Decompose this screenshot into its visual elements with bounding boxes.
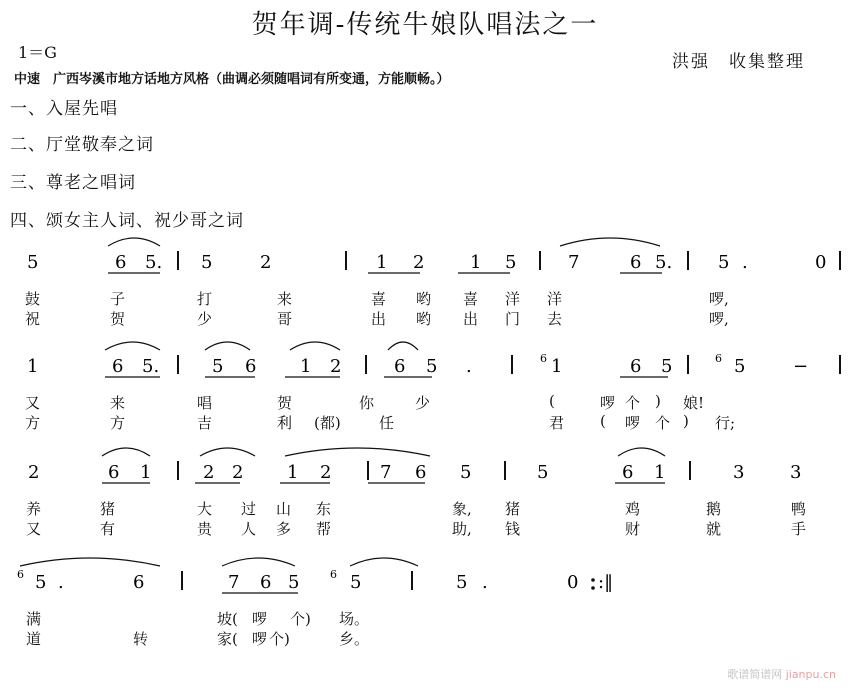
lyric-line2: 贺	[110, 310, 126, 328]
note: 5.	[655, 252, 673, 273]
lyric-line1: 过	[241, 500, 257, 518]
note: 1	[551, 356, 563, 377]
note: 1	[140, 462, 152, 483]
slur	[388, 342, 418, 350]
note: .	[466, 356, 472, 377]
lyric-line2: 转	[133, 630, 149, 648]
lyric-line1: 打	[197, 290, 213, 308]
lyric-line2: 利	[277, 414, 293, 432]
note: −	[793, 356, 809, 377]
note: 5	[288, 572, 300, 593]
lyric-line1: 养	[26, 500, 42, 518]
note: 2	[413, 252, 425, 273]
page-title: 贺年调-传统牛娘队唱法之一	[251, 10, 599, 40]
lyric-line2: 哟	[416, 310, 432, 328]
lyric-line1: 啰,	[709, 290, 729, 308]
note: 6	[245, 356, 257, 377]
note: 6	[115, 252, 127, 273]
lyric-line2: 祝	[25, 310, 41, 328]
note: 6	[394, 356, 406, 377]
lyric-line1: 东	[316, 500, 332, 518]
section-heading-2: 二、厅堂敬奉之词	[10, 135, 154, 155]
lyric-line1: 娘!	[683, 394, 705, 412]
tempo-note: 中速 广西岑溪市地方话地方风格（曲调必须随唱词有所变通，方能顺畅。）	[14, 72, 450, 87]
repeat-dot	[591, 578, 595, 582]
slur	[108, 238, 160, 246]
lyric-line1: 坡(	[217, 610, 238, 628]
lyric-line1: 洋	[505, 290, 521, 308]
note: 5.	[145, 252, 163, 273]
note: .	[58, 572, 64, 593]
note: 6	[260, 572, 272, 593]
lyric-line2: (都)	[314, 414, 341, 432]
note: 6	[630, 356, 642, 377]
lyric-line2: 有	[100, 520, 116, 538]
lyric-line2: 钱	[505, 520, 521, 538]
slur	[105, 342, 160, 350]
section-heading-1: 一、入屋先唱	[10, 99, 118, 119]
lyric-line2: (	[600, 412, 606, 430]
lyric-line2: 助,	[452, 520, 472, 538]
note: 5	[27, 252, 39, 273]
slur	[350, 558, 418, 566]
lyric-line2: 财	[625, 520, 641, 538]
note: 5	[505, 252, 517, 273]
lyric-line1: 山	[276, 500, 292, 518]
note: :‖	[598, 572, 614, 593]
slur	[285, 448, 430, 456]
lyric-line1: 哟	[416, 290, 432, 308]
note: 7	[568, 252, 580, 273]
lyric-line1: 又	[25, 394, 41, 412]
note: 1	[470, 252, 482, 273]
lyric-line1: 少	[415, 394, 431, 412]
slur	[20, 558, 160, 566]
lyric-line2: 手	[791, 520, 807, 538]
lyric-line2: 方	[110, 414, 126, 432]
lyric-line1: 象,	[452, 500, 472, 518]
lyric-line1: 啰	[252, 610, 268, 628]
note: 1	[376, 252, 388, 273]
note: 3	[790, 462, 802, 483]
lyric-line1: 鹅	[706, 500, 722, 518]
lyric-line1: 鸭	[791, 500, 807, 518]
lyric-line2: 方	[25, 414, 41, 432]
lyric-line2: )	[683, 412, 689, 430]
note: 5	[460, 462, 472, 483]
note: 1	[654, 462, 666, 483]
note: 6	[133, 572, 145, 593]
note: 2	[330, 356, 342, 377]
lyric-line1: 个)	[290, 610, 311, 628]
note: 1	[287, 462, 299, 483]
note: 5	[718, 252, 730, 273]
watermark-url: jianpu.cn	[785, 668, 836, 681]
note: 2	[260, 252, 272, 273]
lyric-line1: 场。	[339, 610, 370, 628]
slur	[560, 238, 660, 246]
lyric-line2: 啰	[625, 414, 641, 432]
lyric-line2: 去	[547, 310, 563, 328]
lyric-line2: 贵	[197, 520, 213, 538]
lyric-line1: 来	[277, 290, 293, 308]
grace-note: 6	[715, 352, 722, 365]
lyric-line2: 道	[26, 630, 42, 648]
note: 7	[228, 572, 240, 593]
arranger-credit: 洪强 收集整理	[672, 52, 805, 72]
lyric-line1: 鼓	[25, 290, 41, 308]
lyric-line2: 出	[371, 310, 387, 328]
section-heading-3: 三、尊老之唱词	[10, 173, 136, 193]
lyric-line1: 喜	[371, 290, 387, 308]
note: 3	[733, 462, 745, 483]
slur	[290, 342, 340, 350]
lyric-line1: 你	[359, 394, 375, 412]
lyric-line2: 少	[197, 310, 213, 328]
note: 1	[27, 356, 39, 377]
lyric-line1: 猪	[505, 500, 521, 518]
slur	[200, 448, 255, 456]
grace-note: 6	[540, 352, 547, 365]
watermark	[727, 666, 836, 682]
repeat-dot	[591, 586, 595, 590]
note: 2	[203, 462, 215, 483]
lyric-line2: 帮	[316, 520, 332, 538]
note: 5	[661, 356, 673, 377]
note: 6	[630, 252, 642, 273]
lyric-line2: 家(	[217, 630, 238, 648]
lyric-line1: (	[549, 392, 555, 410]
note: 0	[815, 252, 827, 273]
lyric-line1: 来	[110, 394, 126, 412]
note: 5	[350, 572, 362, 593]
lyric-line1: 啰	[600, 394, 616, 412]
note: 2	[232, 462, 244, 483]
note: 1	[300, 356, 312, 377]
lyric-line2: 啰,	[709, 310, 729, 328]
note: 5	[456, 572, 468, 593]
slur	[618, 448, 665, 456]
note: 5	[734, 356, 746, 377]
lyric-line2: 就	[706, 520, 722, 538]
note: 7	[380, 462, 392, 483]
lyric-line1: )	[655, 392, 661, 410]
note: 6	[622, 462, 634, 483]
lyric-line1: 洋	[547, 290, 563, 308]
lyric-line2: 个)	[269, 630, 290, 648]
lyric-line2: 人	[241, 520, 257, 538]
lyric-line1: 贺	[277, 394, 293, 412]
note: 5	[537, 462, 549, 483]
note: 6	[108, 462, 120, 483]
slur	[205, 342, 250, 350]
lyric-line1: 唱	[197, 394, 213, 412]
lyric-line2: 个	[655, 414, 671, 432]
grace-note: 6	[330, 568, 337, 581]
lyric-line2: 出	[463, 310, 479, 328]
note: 5	[426, 356, 438, 377]
lyric-line2: 又	[26, 520, 42, 538]
lyric-line2: 任	[379, 414, 395, 432]
lyric-line2: 哥	[277, 310, 293, 328]
slur	[102, 448, 150, 456]
note: 5.	[142, 356, 160, 377]
lyric-line1: 大	[197, 500, 213, 518]
lyric-line1: 个	[625, 394, 641, 412]
lyric-line1: 猪	[100, 500, 116, 518]
note: 5	[35, 572, 47, 593]
grace-note: 6	[17, 568, 24, 581]
lyric-line1: 鸡	[625, 500, 641, 518]
watermark-site: 歌谱简谱网	[727, 668, 783, 681]
lyric-line2: 多	[276, 520, 292, 538]
note: 6	[415, 462, 427, 483]
lyric-line2: 行;	[715, 414, 736, 432]
note: 2	[28, 462, 40, 483]
lyric-line2: 乡。	[339, 630, 370, 648]
lyric-line2: 君	[549, 414, 565, 432]
note: .	[482, 572, 488, 593]
section-heading-4: 四、颂女主人词、祝少哥之词	[10, 211, 244, 231]
lyric-line2: 啰	[252, 630, 268, 648]
lyric-line2: 吉	[197, 414, 213, 432]
lyric-line1: 满	[26, 610, 42, 628]
lyric-line1: 子	[110, 290, 126, 308]
note: 5	[201, 252, 213, 273]
note: 2	[320, 462, 332, 483]
key-signature: 1＝G	[18, 43, 57, 62]
slur	[222, 558, 295, 566]
note: 5	[212, 356, 224, 377]
lyric-line2: 门	[505, 310, 521, 328]
note: 6	[112, 356, 124, 377]
note: .	[742, 252, 748, 273]
lyric-line1: 喜	[463, 290, 479, 308]
note: 0	[567, 572, 579, 593]
